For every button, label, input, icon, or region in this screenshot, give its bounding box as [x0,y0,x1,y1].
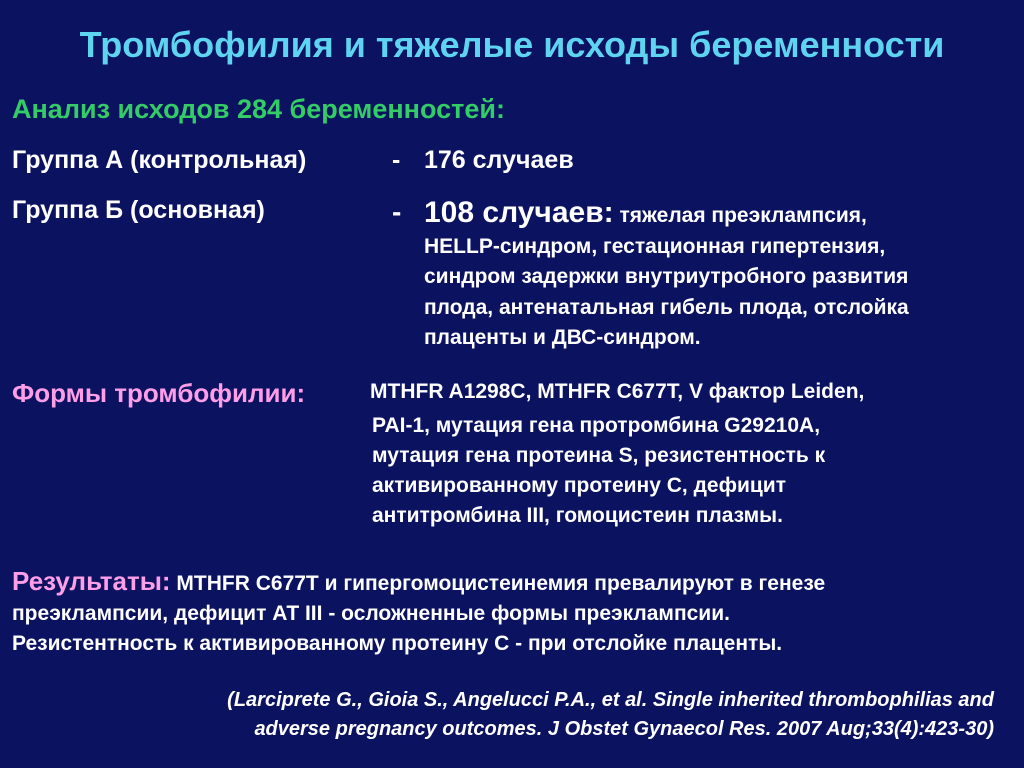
results-line: Резистентность к активированному протеину С - при отслойке плаценты. [12,632,783,655]
group-b-desc-line: тяжелая преэклампсия, [619,204,867,227]
citation-line: adverse pregnancy outcomes. J Obstet Gynaecol Res. 2007 Aug;33(4):423-30) [254,718,994,740]
forms-line: мутация гена протеина S, резистентность к [372,444,826,467]
forms-line: MTHFR A1298C, MTHFR C677T, V фактор Leiden, [370,380,865,403]
analysis-heading: Анализ исходов 284 беременностей: [12,94,505,124]
results-line: преэклампсии, дефицит АТ III - осложненные формы преэклампсии. [12,602,730,625]
forms-line: PAI-1, мутация гена протромбина G29210A, [372,414,821,437]
slide-title: Тромбофилия и тяжелые исходы беременности [79,24,945,65]
citation [94,686,994,744]
group-a-value: 176 случаев [424,146,574,174]
forms-line: антитромбина III, гомоцистеин плазмы. [372,504,783,527]
group-a-dash: - [392,146,401,174]
results-label: Результаты: [12,566,171,596]
forms-list [372,411,1012,531]
forms-line: активированному протеину С, дефицит [372,474,786,497]
results-section [12,566,1017,659]
group-a-label: Группа А (контрольная) [12,146,307,174]
group-b-desc-line: синдром задержки внутриутробного развития [424,265,909,288]
group-b-desc-line: плода, антенатальная гибель плода, отслойка [424,295,909,319]
group-b-desc-line: плаценты и ДВС-синдром. [424,326,701,349]
group-b-value: 108 случаев: [424,196,614,229]
group-b-dash: - [392,196,402,227]
group-b-description [424,198,1024,354]
group-b-desc-line: HELLP-синдром, гестационная гипертензия, [424,234,886,258]
group-b-label: Группа Б (основная) [12,196,265,224]
citation-line: (Larciprete G., Gioia S., Angelucci P.A., et al. Single inherited thrombophilias and [227,689,994,711]
forms-label: Формы тромбофилии: [12,378,306,408]
results-line: MTHFR C677T и гипергомоцистеинемия превалируют в генезе [176,572,826,595]
